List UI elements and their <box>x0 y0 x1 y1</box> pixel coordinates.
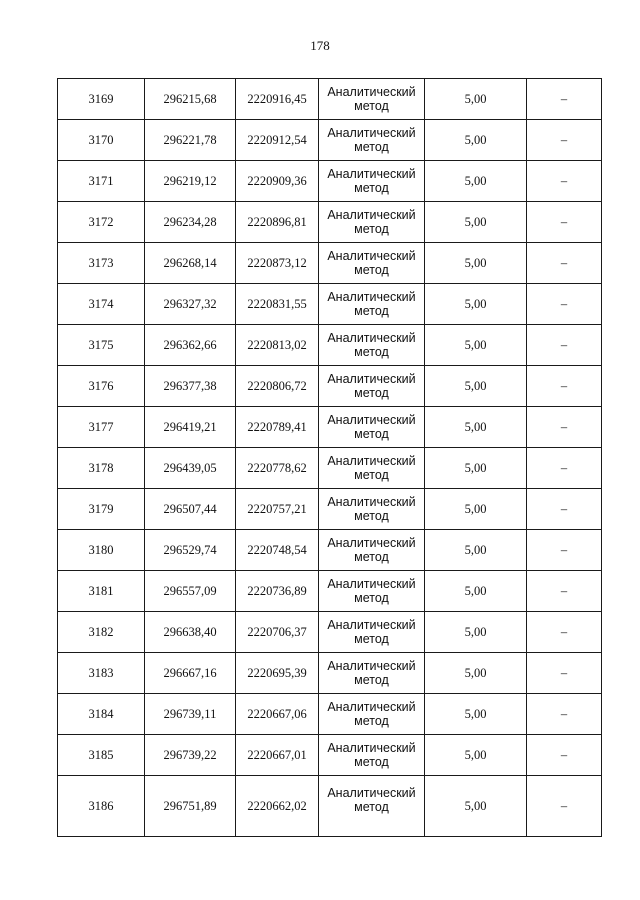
accuracy-cell: 5,00 <box>425 653 527 694</box>
method-cell: Аналитический метод <box>319 243 425 284</box>
point-number-cell: 3176 <box>58 366 145 407</box>
note-cell: – <box>527 530 602 571</box>
method-cell: Аналитический метод <box>319 120 425 161</box>
point-number-cell: 3175 <box>58 325 145 366</box>
point-number-cell: 3178 <box>58 448 145 489</box>
x-coordinate-cell: 296221,78 <box>145 120 236 161</box>
note-cell: – <box>527 776 602 837</box>
table-row <box>58 653 602 694</box>
point-number-cell: 3170 <box>58 120 145 161</box>
table-row <box>58 325 602 366</box>
table-row <box>58 571 602 612</box>
table-row <box>58 530 602 571</box>
x-coordinate-cell: 296219,12 <box>145 161 236 202</box>
x-coordinate-cell: 296268,14 <box>145 243 236 284</box>
y-coordinate-cell: 2220896,81 <box>236 202 319 243</box>
note-cell: – <box>527 325 602 366</box>
note-cell: – <box>527 694 602 735</box>
accuracy-cell: 5,00 <box>425 243 527 284</box>
method-cell: Аналитический метод <box>319 571 425 612</box>
method-cell: Аналитический метод <box>319 776 425 837</box>
y-coordinate-cell: 2220667,01 <box>236 735 319 776</box>
note-cell: – <box>527 612 602 653</box>
y-coordinate-cell: 2220789,41 <box>236 407 319 448</box>
accuracy-cell: 5,00 <box>425 612 527 653</box>
note-cell: – <box>527 79 602 120</box>
point-number-cell: 3184 <box>58 694 145 735</box>
method-cell: Аналитический метод <box>319 325 425 366</box>
table-row <box>58 120 602 161</box>
x-coordinate-cell: 296507,44 <box>145 489 236 530</box>
x-coordinate-cell: 296751,89 <box>145 776 236 837</box>
method-cell: Аналитический метод <box>319 366 425 407</box>
method-cell: Аналитический метод <box>319 284 425 325</box>
point-number-cell: 3179 <box>58 489 145 530</box>
y-coordinate-cell: 2220695,39 <box>236 653 319 694</box>
method-cell: Аналитический метод <box>319 735 425 776</box>
y-coordinate-cell: 2220757,21 <box>236 489 319 530</box>
note-cell: – <box>527 284 602 325</box>
table-row <box>58 79 602 120</box>
method-cell: Аналитический метод <box>319 407 425 448</box>
point-number-cell: 3186 <box>58 776 145 837</box>
method-cell: Аналитический метод <box>319 79 425 120</box>
y-coordinate-cell: 2220667,06 <box>236 694 319 735</box>
x-coordinate-cell: 296362,66 <box>145 325 236 366</box>
y-coordinate-cell: 2220916,45 <box>236 79 319 120</box>
table-row <box>58 489 602 530</box>
x-coordinate-cell: 296529,74 <box>145 530 236 571</box>
accuracy-cell: 5,00 <box>425 284 527 325</box>
y-coordinate-cell: 2220662,02 <box>236 776 319 837</box>
table-row <box>58 407 602 448</box>
accuracy-cell: 5,00 <box>425 530 527 571</box>
method-cell: Аналитический метод <box>319 489 425 530</box>
y-coordinate-cell: 2220778,62 <box>236 448 319 489</box>
table-row <box>58 776 602 837</box>
point-number-cell: 3174 <box>58 284 145 325</box>
accuracy-cell: 5,00 <box>425 161 527 202</box>
point-number-cell: 3173 <box>58 243 145 284</box>
x-coordinate-cell: 296215,68 <box>145 79 236 120</box>
method-cell: Аналитический метод <box>319 653 425 694</box>
note-cell: – <box>527 448 602 489</box>
y-coordinate-cell: 2220909,36 <box>236 161 319 202</box>
x-coordinate-cell: 296739,11 <box>145 694 236 735</box>
accuracy-cell: 5,00 <box>425 202 527 243</box>
accuracy-cell: 5,00 <box>425 571 527 612</box>
point-number-cell: 3171 <box>58 161 145 202</box>
accuracy-cell: 5,00 <box>425 366 527 407</box>
point-number-cell: 3172 <box>58 202 145 243</box>
point-number-cell: 3181 <box>58 571 145 612</box>
y-coordinate-cell: 2220806,72 <box>236 366 319 407</box>
note-cell: – <box>527 161 602 202</box>
table-row <box>58 243 602 284</box>
table-row <box>58 284 602 325</box>
y-coordinate-cell: 2220873,12 <box>236 243 319 284</box>
method-cell: Аналитический метод <box>319 161 425 202</box>
x-coordinate-cell: 296638,40 <box>145 612 236 653</box>
table-row <box>58 161 602 202</box>
coordinates-table <box>57 78 602 837</box>
accuracy-cell: 5,00 <box>425 776 527 837</box>
y-coordinate-cell: 2220813,02 <box>236 325 319 366</box>
table-row <box>58 202 602 243</box>
note-cell: – <box>527 407 602 448</box>
note-cell: – <box>527 120 602 161</box>
accuracy-cell: 5,00 <box>425 407 527 448</box>
y-coordinate-cell: 2220831,55 <box>236 284 319 325</box>
accuracy-cell: 5,00 <box>425 489 527 530</box>
point-number-cell: 3182 <box>58 612 145 653</box>
method-cell: Аналитический метод <box>319 202 425 243</box>
x-coordinate-cell: 296419,21 <box>145 407 236 448</box>
x-coordinate-cell: 296439,05 <box>145 448 236 489</box>
method-cell: Аналитический метод <box>319 694 425 735</box>
y-coordinate-cell: 2220736,89 <box>236 571 319 612</box>
method-cell: Аналитический метод <box>319 530 425 571</box>
note-cell: – <box>527 243 602 284</box>
point-number-cell: 3169 <box>58 79 145 120</box>
note-cell: – <box>527 489 602 530</box>
y-coordinate-cell: 2220706,37 <box>236 612 319 653</box>
table-row <box>58 735 602 776</box>
y-coordinate-cell: 2220912,54 <box>236 120 319 161</box>
table-row <box>58 448 602 489</box>
note-cell: – <box>527 366 602 407</box>
table-row <box>58 694 602 735</box>
method-cell: Аналитический метод <box>319 612 425 653</box>
x-coordinate-cell: 296667,16 <box>145 653 236 694</box>
table-row <box>58 612 602 653</box>
table-row <box>58 366 602 407</box>
x-coordinate-cell: 296327,32 <box>145 284 236 325</box>
accuracy-cell: 5,00 <box>425 325 527 366</box>
coordinates-table-body <box>58 79 602 837</box>
page-number: 178 <box>310 38 330 53</box>
note-cell: – <box>527 571 602 612</box>
x-coordinate-cell: 296234,28 <box>145 202 236 243</box>
x-coordinate-cell: 296557,09 <box>145 571 236 612</box>
accuracy-cell: 5,00 <box>425 448 527 489</box>
point-number-cell: 3177 <box>58 407 145 448</box>
note-cell: – <box>527 653 602 694</box>
y-coordinate-cell: 2220748,54 <box>236 530 319 571</box>
point-number-cell: 3180 <box>58 530 145 571</box>
note-cell: – <box>527 735 602 776</box>
note-cell: – <box>527 202 602 243</box>
point-number-cell: 3185 <box>58 735 145 776</box>
accuracy-cell: 5,00 <box>425 694 527 735</box>
method-cell: Аналитический метод <box>319 448 425 489</box>
x-coordinate-cell: 296739,22 <box>145 735 236 776</box>
accuracy-cell: 5,00 <box>425 120 527 161</box>
accuracy-cell: 5,00 <box>425 79 527 120</box>
point-number-cell: 3183 <box>58 653 145 694</box>
accuracy-cell: 5,00 <box>425 735 527 776</box>
x-coordinate-cell: 296377,38 <box>145 366 236 407</box>
